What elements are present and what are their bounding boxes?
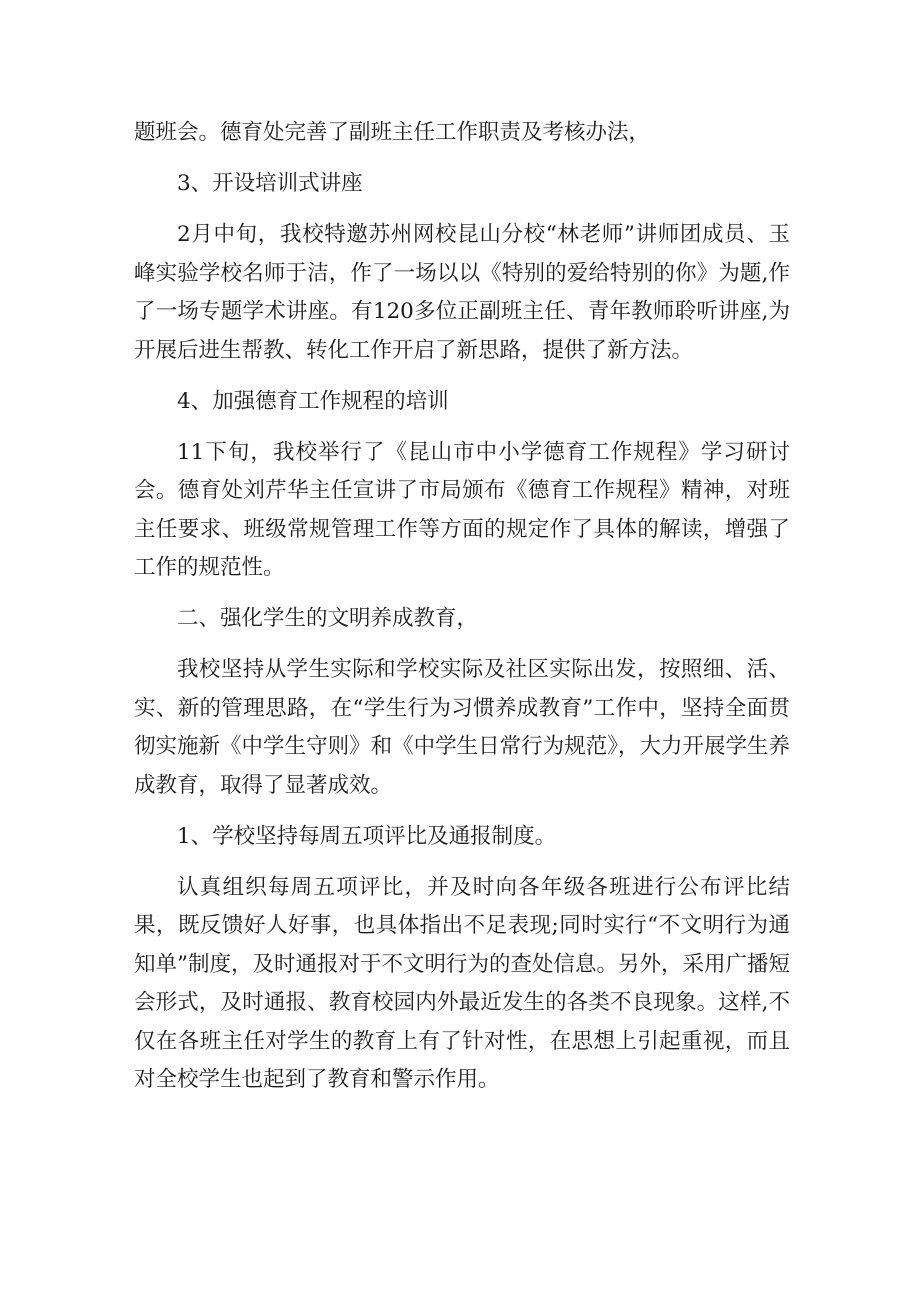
section-heading: 3、开设培训式讲座: [177, 171, 363, 196]
document-body: [134, 114, 790, 1112]
section-heading: 1、学校坚持每周五项评比及通报制度。: [177, 823, 557, 849]
paragraph: 我校坚持从学生实际和学校实际及社区实际出发，按照细、活、实、新的管理思路，在“学生行为习惯养成教育”工作中，坚持全面贯彻实施新《中学生守则》和《中学生日常行为规范》，大力开展学生养成教育，取得了显著成效。: [134, 657, 790, 798]
paragraph: 题班会。德育处完善了副班主任工作职责及考核办法，: [134, 120, 651, 145]
section-heading: 4、加强德育工作规程的培训: [177, 388, 449, 414]
paragraph: 2月中旬，我校特邀苏州网校昆山分校“林老师”讲师团成员、玉峰实验学校名师于洁，作了一场以以《特别的爱给特别的你》为题,作了一场专题学术讲座。有120多位正副班主任、青年教师聆听讲座,为开展后进生帮教、转化工作开启了新思路，提供了新方法。: [134, 222, 790, 363]
paragraph: 11下旬，我校举行了《昆山市中小学德育工作规程》学习研讨会。德育处刘芹华主任宣讲了市局颁布《德育工作规程》精神，对班主任要求、班级常规管理工作等方面的规定作了具体的解读，增强了工作的规范性。: [134, 439, 790, 580]
section-heading: 二、强化学生的文明养成教育，: [177, 606, 479, 631]
paragraph: 认真组织每周五项评比，并及时向各年级各班进行公布评比结果，既反馈好人好事，也具体指出不足表现;同时实行“不文明行为通知单”制度，及时通报对于不文明行为的查处信息。另外，采用广播短会形式，及时通报、教育校园内外最近发生的各类不良现象。这样,不仅在各班主任对学生的教育上有了针对性，在思想上引起重视，而且对全校学生也起到了教育和警示作用。: [134, 874, 790, 1092]
